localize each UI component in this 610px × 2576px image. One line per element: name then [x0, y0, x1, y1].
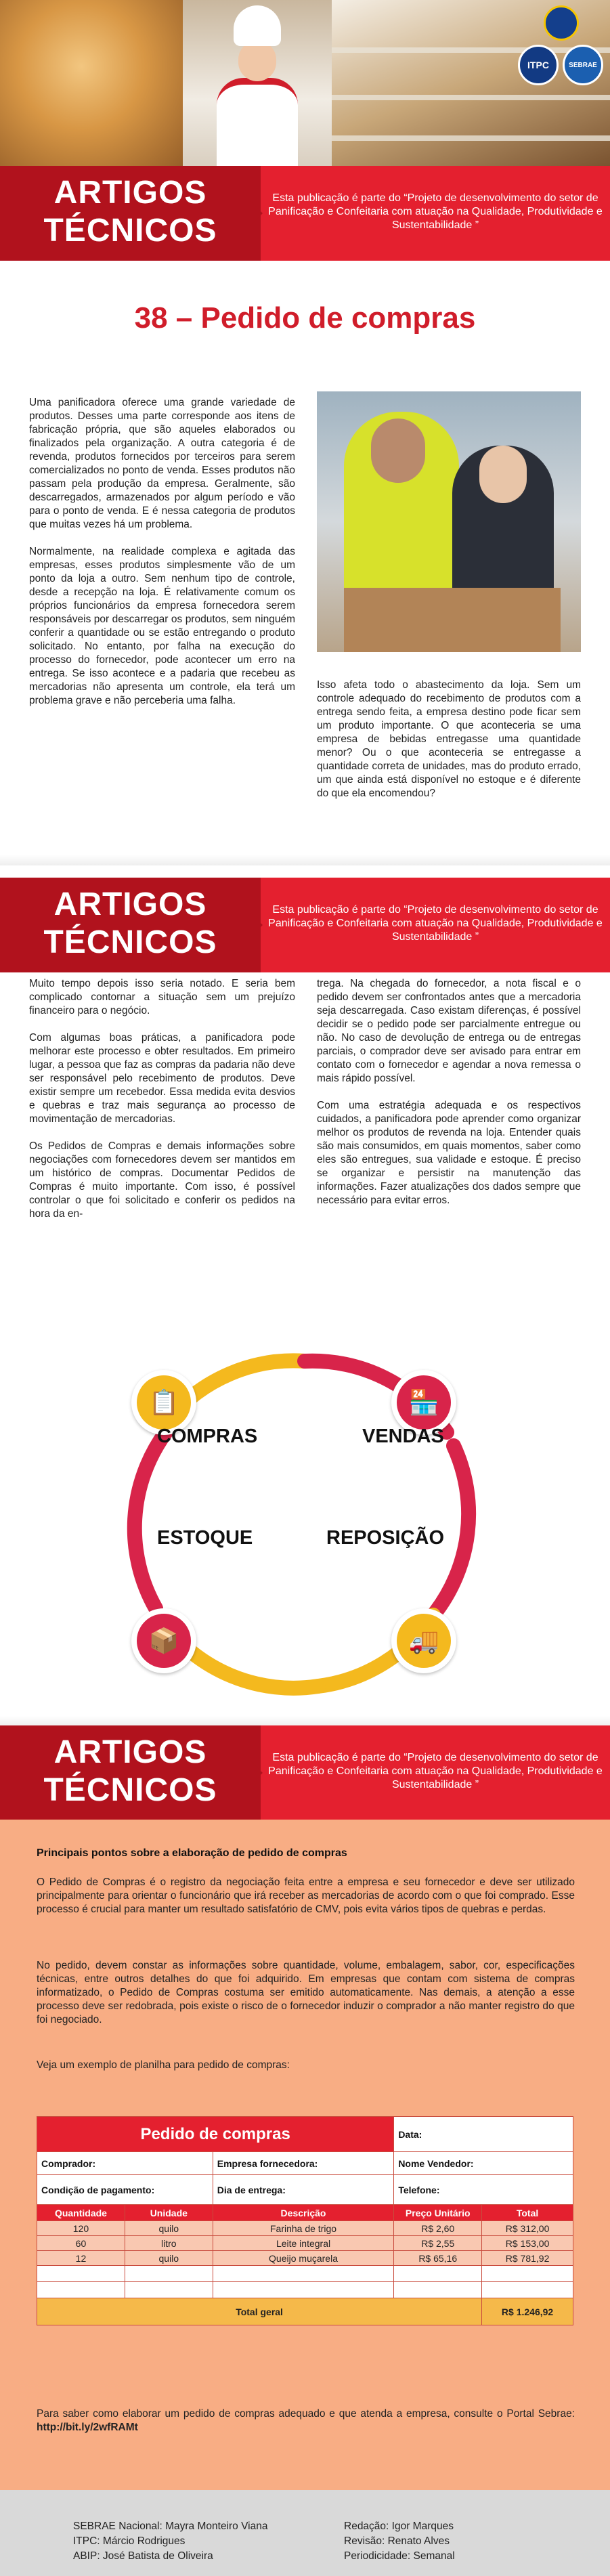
banner-description: Esta publicação é parte do “Projeto de desenvolvimento do setor de Panificação e Confeitaria com atuação na Qualidade, Produtividade e Sustentabilidade ” — [268, 904, 603, 943]
phone-field: Telefone: — [394, 2175, 573, 2205]
cell: 120 — [37, 2221, 125, 2236]
bread-image — [0, 0, 203, 166]
section-banner-1 — [0, 166, 610, 261]
table-header-row — [37, 2205, 573, 2221]
purchase-order-form — [37, 2116, 573, 2325]
footer-credits-right: Redação: Igor Marques Revisão: Renato Alves Periodicidade: Semanal — [344, 2520, 455, 2562]
cell: R$ 153,00 — [482, 2236, 573, 2251]
column-header: Preço Unitário — [394, 2205, 482, 2221]
sebrae-logo: SEBRAE — [563, 45, 603, 85]
store-icon: 🏪 — [391, 1370, 456, 1435]
warehouse-photo — [317, 391, 581, 652]
cell: R$ 2,55 — [394, 2236, 482, 2251]
itpc-logo: ITPC — [518, 45, 559, 85]
article-column-right — [317, 679, 581, 814]
paragraph: trega. Na chegada do fornecedor, a nota fiscal e o pedido devem ser confrontados antes que a mercadoria seja descarregada. Caso existam diferenças, é possível decidir se o pedido pode ser parcialmente entregue ou não. No caso de devolução de entrega ou de entregas parciais, o comprador deve ser avisado para entrar em contato com o fornecedor e agendar a nova remessa o mais rápido possível. — [317, 978, 581, 1084]
paragraph: Com uma estratégia adequada e os respectivos cuidados, a panificadora pode aprender como organizar melhor os produtos de revenda na loja. Entender quais são mais consumidos, em quais momentos, saber como eles são entregues, sua validade e estoque. É preciso se organizar e persistir na manutenção das informações. Fazer atualizações dos dados sempre que necessário para evitar erros. — [317, 1100, 581, 1206]
purchase-cycle-diagram — [115, 1331, 494, 1717]
total-value: R$ 1.246,92 — [482, 2298, 573, 2325]
footer-credits-left: SEBRAE Nacional: Mayra Monteiro Viana ITPC: Márcio Rodrigues ABIP: José Batista de Oliveira — [73, 2520, 268, 2562]
cell: R$ 781,92 — [482, 2251, 573, 2266]
seller-field: Nome Vendedor: — [394, 2152, 573, 2175]
delivery-field: Dia de entrega: — [213, 2175, 394, 2205]
header-photo — [0, 0, 610, 166]
chef-face — [238, 41, 276, 81]
cell: R$ 312,00 — [482, 2221, 573, 2236]
box-icon: 📦 — [131, 1608, 196, 1673]
payment-field: Condição de pagamento: — [37, 2175, 213, 2205]
article-column-right-2 — [317, 977, 581, 1221]
paragraph: Veja um exemplo de planilha para pedido de compras: — [37, 2059, 290, 2071]
cycle-label-vendas: VENDAS — [362, 1425, 444, 1447]
table-row — [37, 2221, 573, 2236]
cell: R$ 2,60 — [394, 2221, 482, 2236]
article-column-left-2 — [29, 977, 295, 1235]
date-field: Data: — [394, 2117, 573, 2152]
column-header: Unidade — [125, 2205, 213, 2221]
empty-row — [37, 2282, 573, 2298]
paragraph: No pedido, devem constar as informações sobre quantidade, volume, embalagem, sabor, cor, especificações técnicas, entre outros detalhes do que foi adquirido. Em empresas que contam com sistema de compras informatizado, o Pedido de Compras costuma ser emitido automaticamente. Nas demais, a atenção a esse processo deve ser redobrada, pois existe o risco de o fornecedor induzir o comprador a não manter registro do que foi negociado. — [37, 1960, 575, 2025]
banner-description: Esta publicação é parte do “Projeto de desenvolvimento do setor de Panificação e Confeitaria com atuação na Qualidade, Produtividade e Sustentabilidade ” — [268, 192, 603, 231]
form-title: Pedido de compras — [37, 2117, 394, 2152]
cycle-label-estoque: ESTOQUE — [157, 1527, 253, 1549]
total-label: Total geral — [37, 2298, 482, 2325]
supplier-field: Empresa fornecedora: — [213, 2152, 394, 2175]
portal-link[interactable]: http://bit.ly/2wfRAMt — [37, 2422, 138, 2433]
article-column-left — [29, 396, 295, 721]
cell: litro — [125, 2236, 213, 2251]
footer — [0, 2490, 610, 2576]
banner-title: ARTIGOS TÉCNICOS — [43, 175, 217, 249]
cell: 60 — [37, 2236, 125, 2251]
clipboard-icon: 📋 — [131, 1370, 196, 1435]
paragraph: Normalmente, na realidade complexa e agitada das empresas, esses produtos simplesmente vão de um ponto da loja a outro. Sem nenhum tipo de controle, desde a recepção na loja. É relativamente comum os próprios funcionários da empresa fornecedora serem responsáveis por descarregar os produtos, sem ninguém conferir a quantidade ou se estão entregando o produto solicitado. No entanto, por falha na execução do processo do fornecedor, pode acontecer um erro na entrega. Se isso acontece e a padaria que recebeu as mercadorias não apresenta um controle, ela terá um problema grave e não perceberia uma falha. — [29, 546, 295, 706]
column-header: Descrição — [213, 2205, 394, 2221]
column-header: Total — [482, 2205, 573, 2221]
banner-title: ARTIGOS TÉCNICOS — [43, 886, 217, 960]
section-banner-3 — [0, 1725, 610, 1820]
partner-logos — [518, 5, 606, 107]
paragraph: O Pedido de Compras é o registro da negociação feita entre a empresa e seu fornecedor e deve ser utilizado principalmente para orientar o funcionário que irá receber as mercadorias de acordo com o que foi comprado. Esse processo é crucial para manter um resultado satisfatório de CMV, pois evita vários tipos de quebras e perdas. — [37, 1876, 575, 1915]
paragraph: Muito tempo depois isso seria notado. E seria bem complicado contornar a situação sem um prejuízo financeiro para o negócio. — [29, 978, 295, 1016]
article-title: 38 – Pedido de compras — [134, 301, 476, 335]
abip-logo — [544, 5, 579, 41]
buyer-field: Comprador: — [37, 2152, 213, 2175]
section-banner-2 — [0, 878, 610, 972]
column-header: Quantidade — [37, 2205, 125, 2221]
hand-truck-icon: 🚚 — [391, 1608, 456, 1673]
paragraph: Com algumas boas práticas, a panificadora pode melhorar este processo e obter resultados. Em primeiro lugar, a pessoa que faz as compras da padaria não deve ser responsável pelo recebimento de produtos. Deve existir sempre um recebedor. Essa medida evita desvios e quebras e traz mais segurança ao processo de movimentação de mercadorias. — [29, 1032, 295, 1125]
cell: quilo — [125, 2251, 213, 2266]
cell: Leite integral — [213, 2236, 394, 2251]
total-row — [37, 2298, 573, 2325]
closing-text: Para saber como elaborar um pedido de compras adequado e que atenda a empresa, consulte o Portal Sebrae: http://bit.ly/2wfRAMt — [37, 2408, 575, 2433]
chef-figure — [217, 78, 298, 166]
table-row — [37, 2236, 573, 2251]
cell: R$ 65,16 — [394, 2251, 482, 2266]
table-row — [37, 2251, 573, 2266]
banner-title: ARTIGOS TÉCNICOS — [43, 1734, 217, 1808]
banner-description: Esta publicação é parte do “Projeto de desenvolvimento do setor de Panificação e Confeitaria com atuação na Qualidade, Produtividade e Sustentabilidade ” — [268, 1752, 603, 1790]
cycle-label-reposicao: REPOSIÇÃO — [326, 1527, 445, 1549]
cell: quilo — [125, 2221, 213, 2236]
paragraph: Uma panificadora oferece uma grande variedade de produtos. Desses uma parte corresponde aos itens de fabricação própria, que são aqueles elaborados ou finalizados pela organização. A outra categoria é de revenda, produtos fornecidos por terceiros para serem comercializados no ponto de venda. Esses produtos não passam pela produção da empresa. Geralmente, são descarregados, armazenados por algum período e vão para o ponto de venda. E é nessa categoria de produtos que muitas vezes há um problema. — [29, 397, 295, 530]
cell: 12 — [37, 2251, 125, 2266]
cell: Farinha de trigo — [213, 2221, 394, 2236]
paragraph: Isso afeta todo o abastecimento da loja. Sem um controle adequado do recebimento de produtos com a entrega sendo feita, a empresa destino pode ficar sem um produto importante. O que aconteceria se uma empresa de bebidas entregasse uma quantidade menor? Ou o que aconteceria se entregasse a quantidade correta de unidades, mas do produto errado, um que ainda está disponível no estoque e é diferente do que ela encomendou? — [317, 679, 581, 799]
paragraph: Os Pedidos de Compras e demais informações sobre negociações com fornecedores devem ser mantidos em um histórico de compras. Documentar Pedidos de Compras é muito importante. Com isso, é possível controlar o que foi solicitado e conferir os pedidos na hora da en- — [29, 1140, 295, 1220]
section-heading: Principais pontos sobre a elaboração de pedido de compras — [37, 1847, 347, 1859]
empty-row — [37, 2266, 573, 2282]
cell: Queijo muçarela — [213, 2251, 394, 2266]
cycle-label-compras: COMPRAS — [157, 1425, 258, 1447]
